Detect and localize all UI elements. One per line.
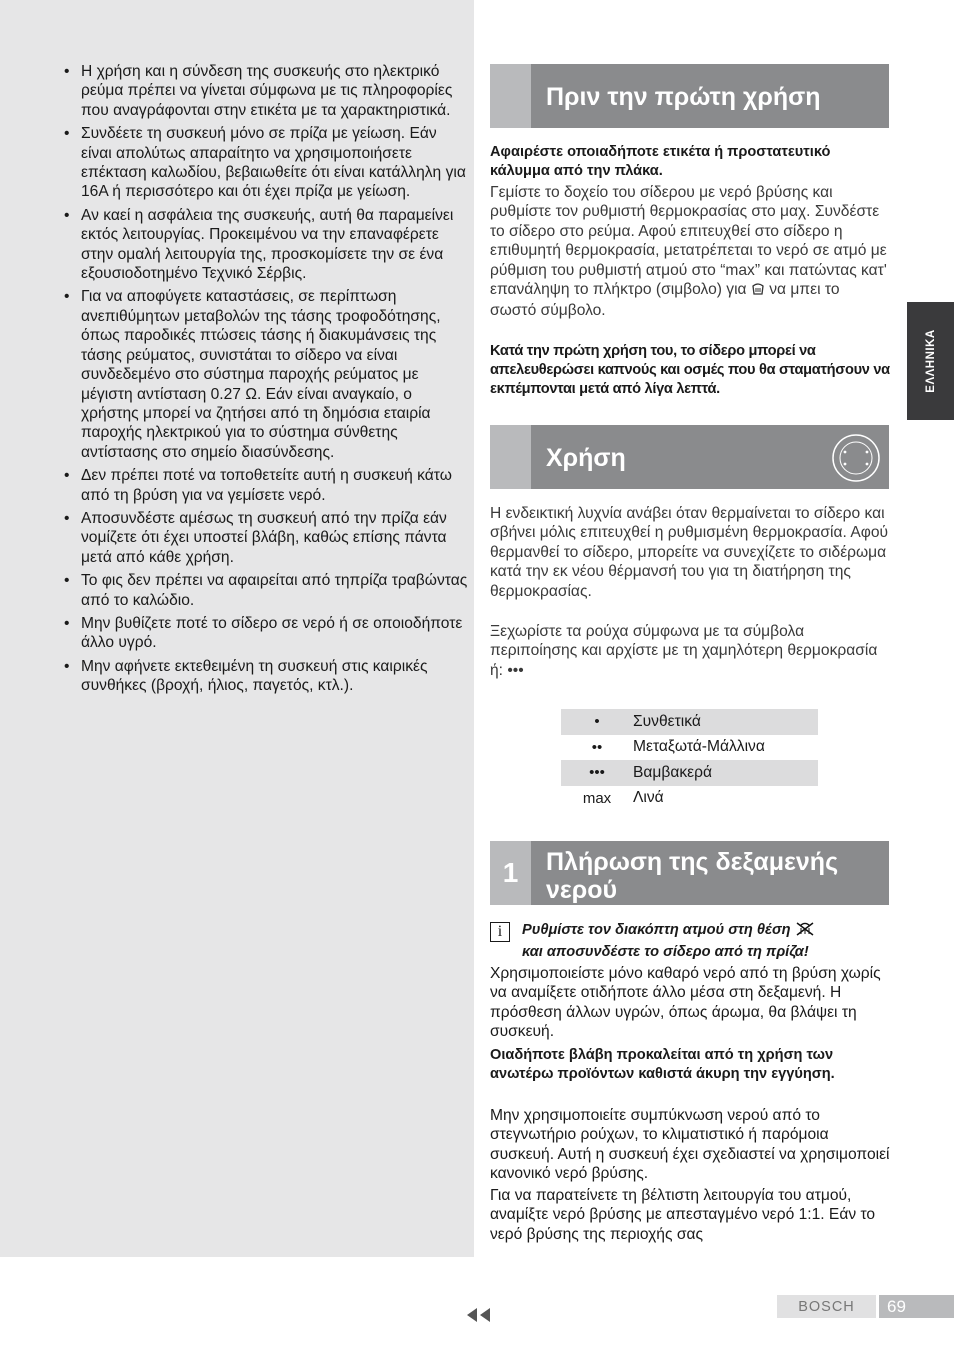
section-header-fill xyxy=(490,841,889,905)
list-item: • Αποσυνδέστε αμέσως τη συσκευή από την πρίζα εάν νομίζετε ότι έχει υποστεί βλάβη, καθώς επίσης πάντα μετά από κάθε χρήση. xyxy=(60,509,470,567)
first-use-bold-intro: Αφαιρέστε οποιαδήποτε ετικέτα ή προστατευτικό κάλυμμα από την πλάκα. xyxy=(490,144,831,179)
steam-off-icon xyxy=(795,921,815,943)
table-row xyxy=(561,760,818,786)
section-number: 1 xyxy=(490,841,531,905)
use-body-2: Ξεχωρίστε τα ρούχα σύμφωνα με τα σύμβολα περιποίησης και αρχίστε με τη χαμηλότερη θερμοκρασία ή: ••• xyxy=(490,623,878,679)
section-title: Πριν την πρώτη χρήση xyxy=(546,83,821,111)
list-item: • Αν καεί η ασφάλεια της συσκευής, αυτή θα παραμείνει εκτός λειτουργίας. Προκειμένου να την επαναφέρετε στην ομαλή λειτουργία της, προσκομίσετε την σε ένα εξουσιοδοτημένο Τεχνικό Σέρβις. xyxy=(60,206,470,284)
section-tab xyxy=(490,425,531,489)
table-label: Συνθετικά xyxy=(633,712,701,730)
fill-body-2: Μην χρησιμοποιείτε συμπύκνωση νερού από το στεγνωτήριο ρούχων, το κλιματιστικό ή παρόμοια συσκευή. Αυτή η συσκευή έχει σχεδιαστεί να χρησιμοποιεί κανονικό νερό βρύσης. xyxy=(490,1107,890,1183)
fill-bold-1: Οιαδήποτε βλάβη προκαλείται από τη χρήση των ανωτέρω προϊόντων καθιστά άκυρη την εγγύηση. xyxy=(490,1047,835,1082)
page-number: 69 xyxy=(879,1295,954,1318)
safety-bullet-list xyxy=(60,62,470,700)
warning-text xyxy=(522,921,882,962)
section-title xyxy=(546,848,838,904)
section-title-line: νερού xyxy=(546,876,618,904)
brand-label: BOSCH xyxy=(777,1295,876,1318)
section-header-first-use xyxy=(490,64,889,128)
list-item: • Συνδέετε τη συσκευή μόνο σε πρίζα με γείωση. Εάν είναι απολύτως απαραίτητο να χρησιμοποιήσετε επέκταση καλωδίου, βεβαιωθείτε ότι είναι κατάλληλη για 16A ή περισσότερο και ότι έχει πρίζα με γείωση. xyxy=(60,124,470,202)
table-label: Βαμβακερά xyxy=(633,763,713,781)
section-header-use xyxy=(490,425,889,489)
table-symbol: •• xyxy=(591,738,603,756)
temperature-dial-icon xyxy=(831,433,881,488)
use-body-1: Η ενδεικτική λυχνία ανάβει όταν θερμαίνεται το σίδερο και σβήνει μόλις επιτευχθεί η ρυθμισμένη θερμοκρασία. Αφού θερμανθεί το σίδερο, μπορείτε να συνεχίζετε το σιδέρωμα κατά την εκ νέου θέρμανσή του για τη διατήρηση της θερμοκρασίας. xyxy=(490,505,889,600)
list-item: • Μην βυθίζετε ποτέ το σίδερο σε νερό ή σε οποιοδήποτε άλλο υγρό. xyxy=(60,614,470,653)
table-row xyxy=(561,709,818,735)
table-row xyxy=(561,786,818,812)
table-label: Λινά xyxy=(633,789,664,807)
info-icon: i xyxy=(490,922,510,942)
table-row xyxy=(561,735,818,761)
section-title-line: Πλήρωση της δεξαμενής xyxy=(546,848,839,876)
warning-text-a: Ρυθμίστε τον διακόπτη ατμού στη θέση xyxy=(522,922,791,938)
table-symbol: max xyxy=(582,789,612,807)
first-use-body-text: Γεμίστε το δοχείο του σίδερου με νερό βρύσης και ρυθμίστε τον ρυθμιστή θερμοκρασίας στο μαχ. Συνδέστε το σίδερο στο ρεύμα. Αφού επιτευχθεί στο σίδερο η επιθυμητή θερμοκρασία, μετατρέπεται το νερό σε ατμό με ρύθμιση του ρυθμιστή ατμού στο “max” και πατώντας κατ' επανάληψη το πλήκτρο (σιμβολο) για xyxy=(490,184,887,299)
steam-symbol-icon xyxy=(751,282,765,301)
list-item: • Μην αφήνετε εκτεθειμένη τη συσκευή στις καιρικές συνθήκες (βροχή, ήλιος, παγετός, κτλ.). xyxy=(60,657,470,696)
first-use-bold-outro: Κατά την πρώτη χρήση του, το σίδερο μπορεί να απελευθερώσει καπνούς και οσμές που θα σταματήσουν να εκπέμπονται μετά από λίγα λεπτά. xyxy=(490,343,890,397)
list-item: • Για να αποφύγετε καταστάσεις, σε περίπτωση ανεπιθύμητων μεταβολών της τάσης τροφοδότησης, όπως παροδικές πτώσεις τάσης ή διακυμάνσεις της τάσης ρεύματος, συνιστάται το σίδερο να είναι συνδεδεμένο στο σύστημα παροχής ρεύματος με μέγιστη αντίσταση 0.27 Ω. Εάν είναι αναγκαίο, ο χρήστης μπορεί να ζητήσει από τη δημόσια εταιρία παροχής ηλεκτρικού για το σύστημα σύνθετης αντίστασης στο σημείο διασύνδεσης. xyxy=(60,287,470,462)
list-item: • Το φις δεν πρέπει να αφαιρείται από τηπρίζα τραβώντας από το καλώδιο. xyxy=(60,571,470,610)
left-column-panel xyxy=(0,0,474,1257)
table-label: Μεταξωτά-Μάλλινα xyxy=(633,738,765,756)
list-item: • Δεν πρέπει ποτέ να τοποθετείτε αυτή η συσκευή κάτω από τη βρύση για να γεμίσετε νερό. xyxy=(60,466,470,505)
section-tab xyxy=(490,64,531,128)
list-item: • Η χρήση και η σύνδεση της συσκευής στο ηλεκτρικό ρεύμα πρέπει να γίνεται σύμφωνα με τις πληροφορίες που αναγράφονται στην ετικέτα με τα χαρακτηριστικά. xyxy=(60,62,470,120)
language-side-tab xyxy=(907,302,954,420)
fill-body-3: Για να παρατείνετε τη βέλτιστη λειτουργία του ατμού, αναμίξτε νερό βρύσης με απεσταγμένο νερό 1:1. Εάν το νερό βρύσης της περιοχής σας xyxy=(490,1187,876,1243)
table-symbol: • xyxy=(594,713,600,731)
first-use-body xyxy=(490,183,890,321)
language-label: ΕΛΛΗΝΙΚΑ xyxy=(924,329,937,393)
previous-page-icon[interactable] xyxy=(465,1307,493,1328)
first-use-body-end: να μπει το σωστό σύμβολο. xyxy=(490,281,840,320)
warning-text-b: και αποσυνδέστε το σίδερο από τη πρίζα! xyxy=(522,944,809,960)
fill-body-1: Χρησιμοποιείστε μόνο καθαρό νερό από τη βρύση χωρίς να αναμίξετε οτιδήποτε άλλο μέσα στη δεξαμενή. Η πρόσθεση άλλων υγρών, όπως άρωμα, θα βλάψει τη συσκευή. xyxy=(490,965,881,1041)
fabric-temperature-table xyxy=(561,709,818,811)
table-symbol: ••• xyxy=(589,764,605,782)
section-title: Χρήση xyxy=(546,444,626,472)
